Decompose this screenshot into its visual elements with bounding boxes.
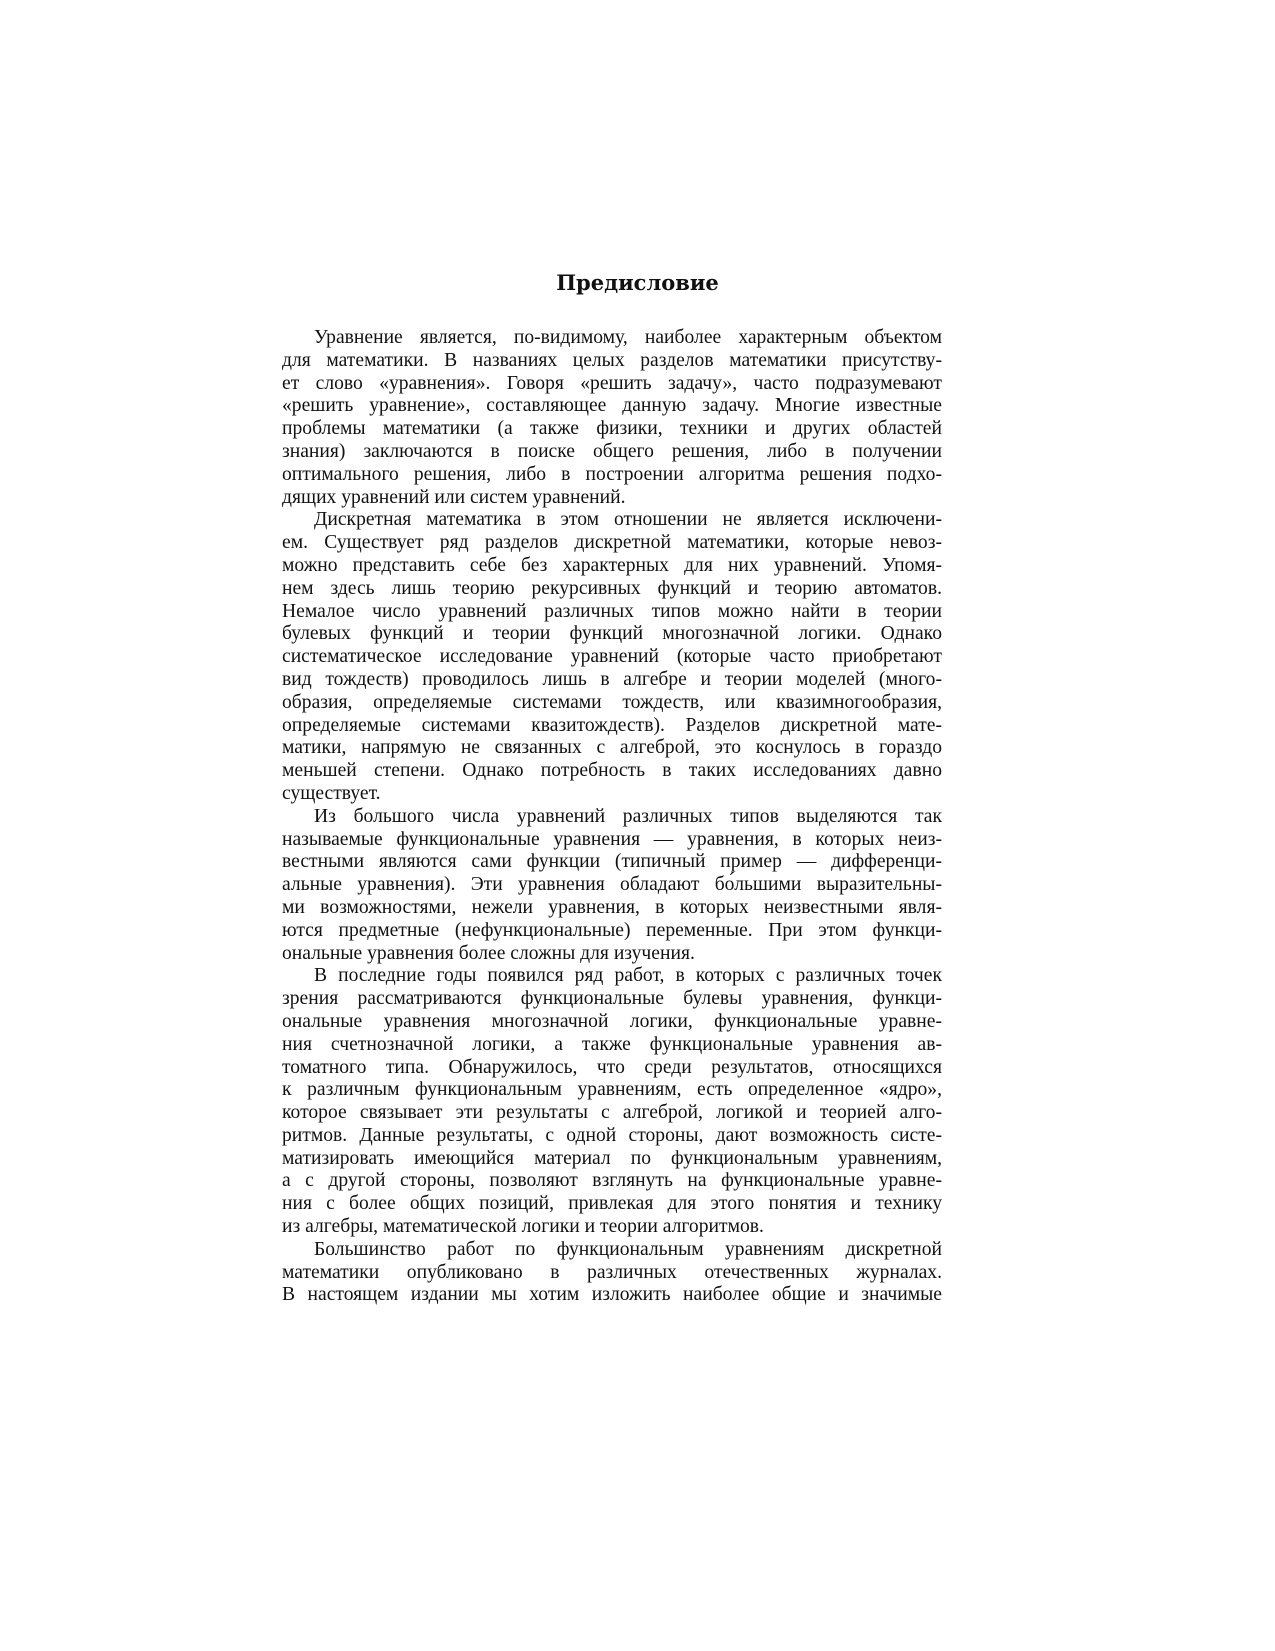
text-line: для математики. В названиях целых разделов математики присутству- xyxy=(282,349,942,371)
text-line: Дискретная математика в этом отношении не является исключени- xyxy=(314,509,942,531)
text-line: ональные уравнения многозначной логики, функциональные уравне- xyxy=(282,1010,942,1032)
text-line: проблемы математики (а также физики, техники и других областей xyxy=(282,418,942,440)
text-line: булевых функций и теории функций многозначной логики. Однако xyxy=(282,623,942,645)
text-line: ональные уравнения более сложны для изучения. xyxy=(282,942,695,964)
text-line: В настоящем издании мы хотим изложить наиболее общие и значимые xyxy=(282,1284,942,1306)
paragraph xyxy=(282,806,942,966)
text-line: можно представить себе без характерных для них уравнений. Упомя- xyxy=(282,554,942,576)
text-line: к различным функциональным уравнениям, есть определенное «ядро», xyxy=(282,1079,942,1101)
text-line: Уравнение является, по-видимому, наиболее характерным объектом xyxy=(314,327,942,348)
text-line: ритмов. Данные результаты, с одной стороны, дают возможность систе- xyxy=(282,1124,942,1146)
text-line: а с другой стороны, позволяют взглянуть на функциональные уравне- xyxy=(282,1170,942,1192)
text-line: существует. xyxy=(282,782,381,804)
text-line: ются предметные (нефункциональные) переменные. При этом функци- xyxy=(282,919,942,941)
text-line: определяемые системами квазитождеств). Разделов дискретной мате- xyxy=(282,714,942,736)
text-line: математики опубликовано в различных отечественных журналах. xyxy=(282,1261,942,1283)
paragraph xyxy=(282,509,942,805)
text-line: из алгебры, математической логики и теории алгоритмов. xyxy=(282,1216,764,1238)
paragraph xyxy=(282,327,942,509)
text-line: ем. Существует ряд разделов дискретной математики, которые невоз- xyxy=(282,532,942,554)
text-line: оптимального решения, либо в построении алгоритма решения подхо- xyxy=(282,463,942,485)
text-line: знания) заключаются в поиске общего решения, либо в получении xyxy=(282,440,942,462)
text-line: Из большого числа уравнений различных типов выделяются так xyxy=(314,805,942,827)
text-line: Большинство работ по функциональным уравнениям дискретной xyxy=(314,1238,942,1260)
text-line: ния счетнозначной логики, а также функциональные уравнения ав- xyxy=(282,1033,942,1055)
paragraph xyxy=(282,1239,942,1307)
text-line: томатного типа. Обнаружилось, что среди результатов, относящихся xyxy=(282,1056,942,1078)
text-line: вестными являются сами функции (типичный пример — дифференци- xyxy=(282,851,942,873)
text-line: систематическое исследование уравнений (которые часто приобретают xyxy=(282,646,942,668)
text-line: матики, напрямую не связанных с алгеброй, это коснулось в гораздо xyxy=(282,737,942,759)
text-line: В последние годы появился ряд работ, в которых с различных точек xyxy=(314,965,942,987)
text-line: «решить уравнение», составляющее данную задачу. Многие известные xyxy=(282,395,942,417)
text-line: ми возможностями, нежели уравнения, в которых неизвестными явля- xyxy=(282,896,942,918)
paragraph xyxy=(282,965,942,1239)
text-line: Немалое число уравнений различных типов можно найти в теории xyxy=(282,600,942,622)
text-line: альные уравнения). Эти уравнения обладают бо́льшими выразительны- xyxy=(282,874,942,896)
text-line: которое связывает эти результаты с алгеброй, логикой и теорией алго- xyxy=(282,1102,942,1124)
preface-body xyxy=(282,327,942,1307)
text-line: образия, определяемые системами тождеств, или квазимногообразия, xyxy=(282,691,942,713)
page-heading: Предисловие xyxy=(556,270,719,295)
text-line: называемые функциональные уравнения — уравнения, в которых неиз- xyxy=(282,828,942,850)
text-line: меньшей степени. Однако потребность в таких исследованиях давно xyxy=(282,760,942,782)
text-line: ет слово «уравнения». Говоря «решить задачу», часто подразумевают xyxy=(282,372,942,394)
text-line: зрения рассматриваются функциональные булевы уравнения, функци- xyxy=(282,988,942,1010)
text-line: ния с более общих позиций, привлекая для этого понятия и технику xyxy=(282,1193,942,1215)
text-line: дящих уравнений или систем уравнений. xyxy=(282,486,626,508)
text-line: вид тождеств) проводилось лишь в алгебре и теории моделей (много- xyxy=(282,668,942,690)
text-line: матизировать имеющийся материал по функциональным уравнениям, xyxy=(282,1147,942,1169)
text-line: нем здесь лишь теорию рекурсивных функций и теорию автоматов. xyxy=(282,577,942,599)
